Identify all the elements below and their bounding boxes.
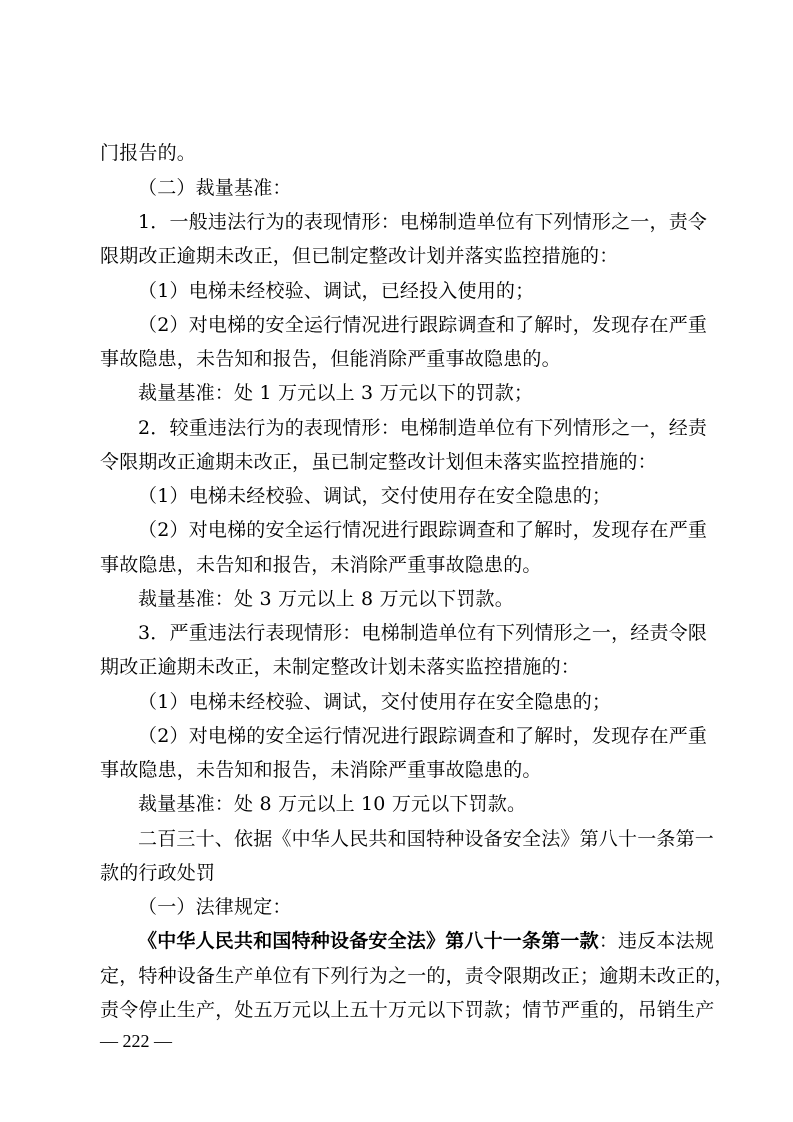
text-line: 期改正逾期未改正，未制定整改计划未落实监控措施的： bbox=[100, 656, 581, 678]
text-line: 二百三十、依据《中华人民共和国特种设备安全法》第八十一条第一 bbox=[138, 828, 715, 850]
text-line: 2．较重违法行为的表现情形：电梯制造单位有下列情形之一，经责 bbox=[138, 417, 708, 439]
text-line: 裁量基准：处 3 万元以上 8 万元以下罚款。 bbox=[138, 588, 514, 610]
text-line: （2）对电梯的安全运行情况进行跟踪调查和了解时，发现存在严重 bbox=[138, 314, 708, 336]
text-line: 裁量基准：处 8 万元以上 10 万元以下罚款。 bbox=[138, 793, 527, 815]
text-line: 款的行政处罚 bbox=[100, 862, 216, 884]
text-line: 1．一般违法行为的表现情形：电梯制造单位有下列情形之一，责令 bbox=[138, 211, 708, 233]
text-line: （1）电梯未经校验、调试，交付使用存在安全隐患的； bbox=[138, 691, 612, 713]
text-line bbox=[138, 929, 714, 953]
text-line: 定，特种设备生产单位有下列行为之一的，责令限期改正；逾期未改正的， bbox=[100, 965, 734, 987]
text-line: 3．严重违法行表现情形：电梯制造单位有下列情形之一，经责令限 bbox=[138, 622, 708, 644]
text-line: （2）对电梯的安全运行情况进行跟踪调查和了解时，发现存在严重 bbox=[138, 725, 708, 747]
text-line: 事故隐患，未告知和报告，但能消除严重事故隐患的。 bbox=[100, 348, 561, 370]
text-line: 裁量基准：处 1 万元以上 3 万元以下的罚款； bbox=[138, 382, 534, 404]
text-line: （1）电梯未经校验、调试，交付使用存在安全隐患的； bbox=[138, 485, 612, 507]
text-fragment: ：违反本法规 bbox=[598, 930, 715, 952]
section-heading: （二）裁量基准： bbox=[138, 177, 292, 199]
section-heading: （一）法律规定： bbox=[138, 896, 292, 918]
law-citation: 《中华人民共和国特种设备安全法》第八十一条第一款 bbox=[138, 930, 599, 952]
text-line: 限期改正逾期未改正，但已制定整改计划并落实监控措施的： bbox=[100, 245, 619, 267]
text-line: （2）对电梯的安全运行情况进行跟踪调查和了解时，发现存在严重 bbox=[138, 519, 708, 541]
text-line: 事故隐患，未告知和报告，未消除严重事故隐患的。 bbox=[100, 554, 542, 576]
text-line: （1）电梯未经校验、调试，已经投入使用的； bbox=[138, 280, 535, 302]
text-line: 事故隐患，未告知和报告，未消除严重事故隐患的。 bbox=[100, 759, 542, 781]
text-line: 令限期改正逾期未改正，虽已制定整改计划但未落实监控措施的： bbox=[100, 451, 657, 473]
text-line: 门报告的。 bbox=[100, 142, 197, 164]
page-number: — 222 — bbox=[100, 1031, 172, 1051]
text-line: 责令停止生产，处五万元以上五十万元以下罚款；情节严重的，吊销生产 bbox=[100, 999, 715, 1021]
